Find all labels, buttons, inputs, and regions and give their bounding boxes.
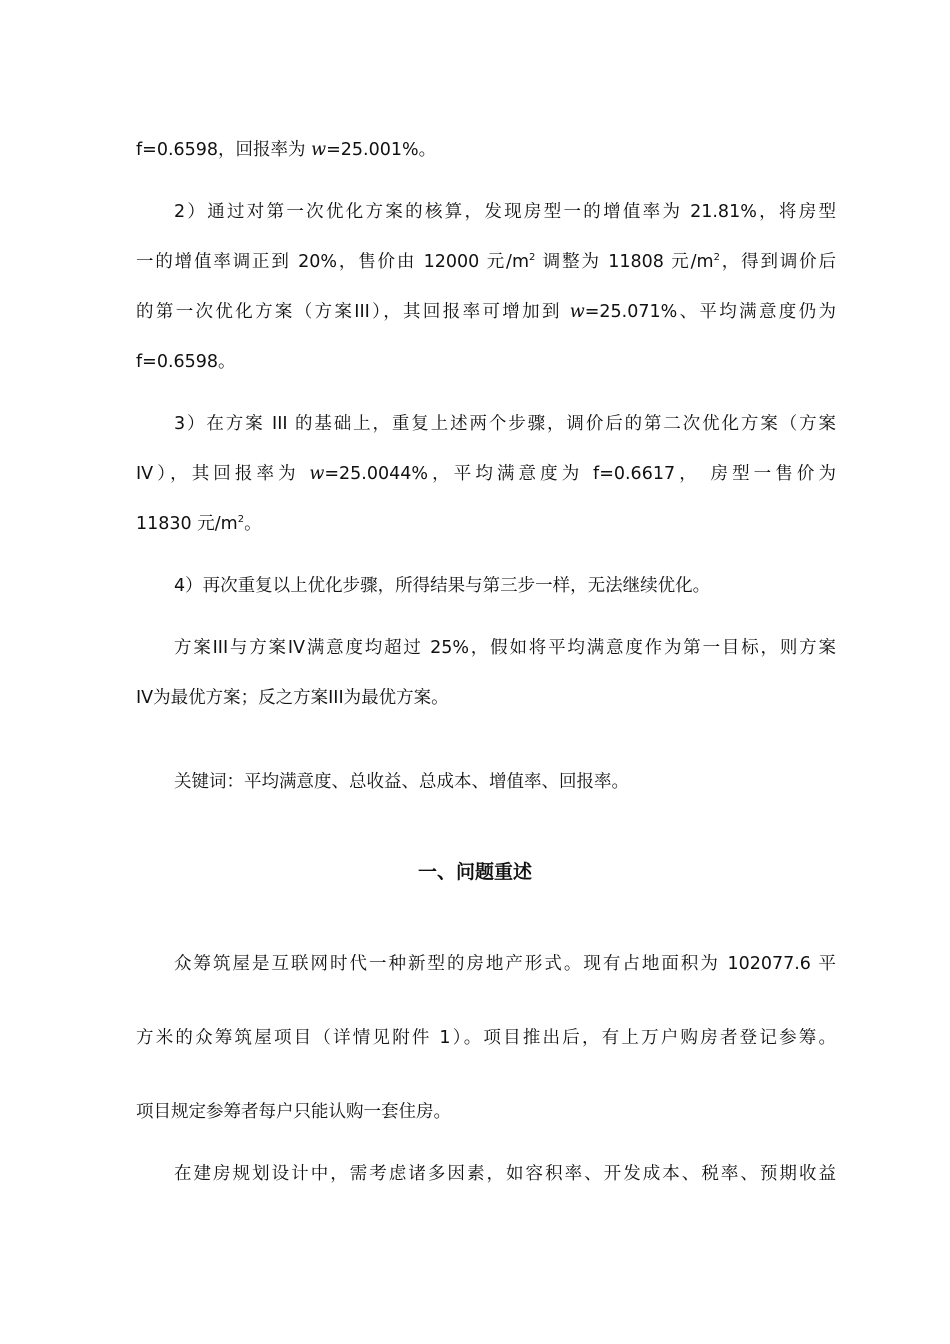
- paragraph-line: 方案III与方案IV满意度均超过 25%，假如将平均满意度作为第一目标，则方案: [174, 638, 836, 658]
- keywords: 关键词：平均满意度、总收益、总成本、增值率、回报率。: [174, 772, 629, 792]
- paragraph-line: IV为最优方案；反之方案III为最优方案。: [136, 688, 449, 708]
- paragraph-line: 11830 元$/m^2$。: [136, 514, 262, 534]
- section-title: 一、问题重述: [417, 861, 532, 883]
- paragraph-line: 3）在方案 III 的基础上，重复上述两个步骤，调价后的第二次优化方案（方案: [174, 414, 836, 434]
- paragraph-line: 方米的众筹筑屋项目（详情见附件 1）。项目推出后，有上万户购房者登记参筹。: [136, 1028, 836, 1048]
- paragraph-line: 项目规定参筹者每户只能认购一套住房。: [136, 1102, 451, 1122]
- paragraph-line: 4）再次重复以上优化步骤，所得结果与第三步一样，无法继续优化。: [174, 576, 711, 596]
- paragraph-line: f=0.6598，回报率为 w=25.001%。: [136, 140, 437, 160]
- paragraph-line: 的第一次优化方案（方案III），其回报率可增加到 w=25.071%、平均满意度仍为: [136, 302, 837, 322]
- paragraph-line: 2）通过对第一次优化方案的核算，发现房型一的增值率为 21.81%，将房型: [174, 202, 836, 222]
- paragraph-line: f=0.6598。: [136, 352, 236, 372]
- paragraph-line: IV），其回报率为 w=25.0044%，平均满意度为 f=0.6617， 房型一售价为: [136, 464, 836, 484]
- paragraph-line: 一的增值率调正到 20%，售价由 12000 元$/m^2$ 调整为 11808 元$/m^2$，得到调价后: [136, 252, 836, 272]
- paragraph-line: 在建房规划设计中，需考虑诸多因素，如容积率、开发成本、税率、预期收益: [174, 1164, 836, 1184]
- paragraph-line: 众筹筑屋是互联网时代一种新型的房地产形式。现有占地面积为 102077.6 平: [174, 954, 836, 974]
